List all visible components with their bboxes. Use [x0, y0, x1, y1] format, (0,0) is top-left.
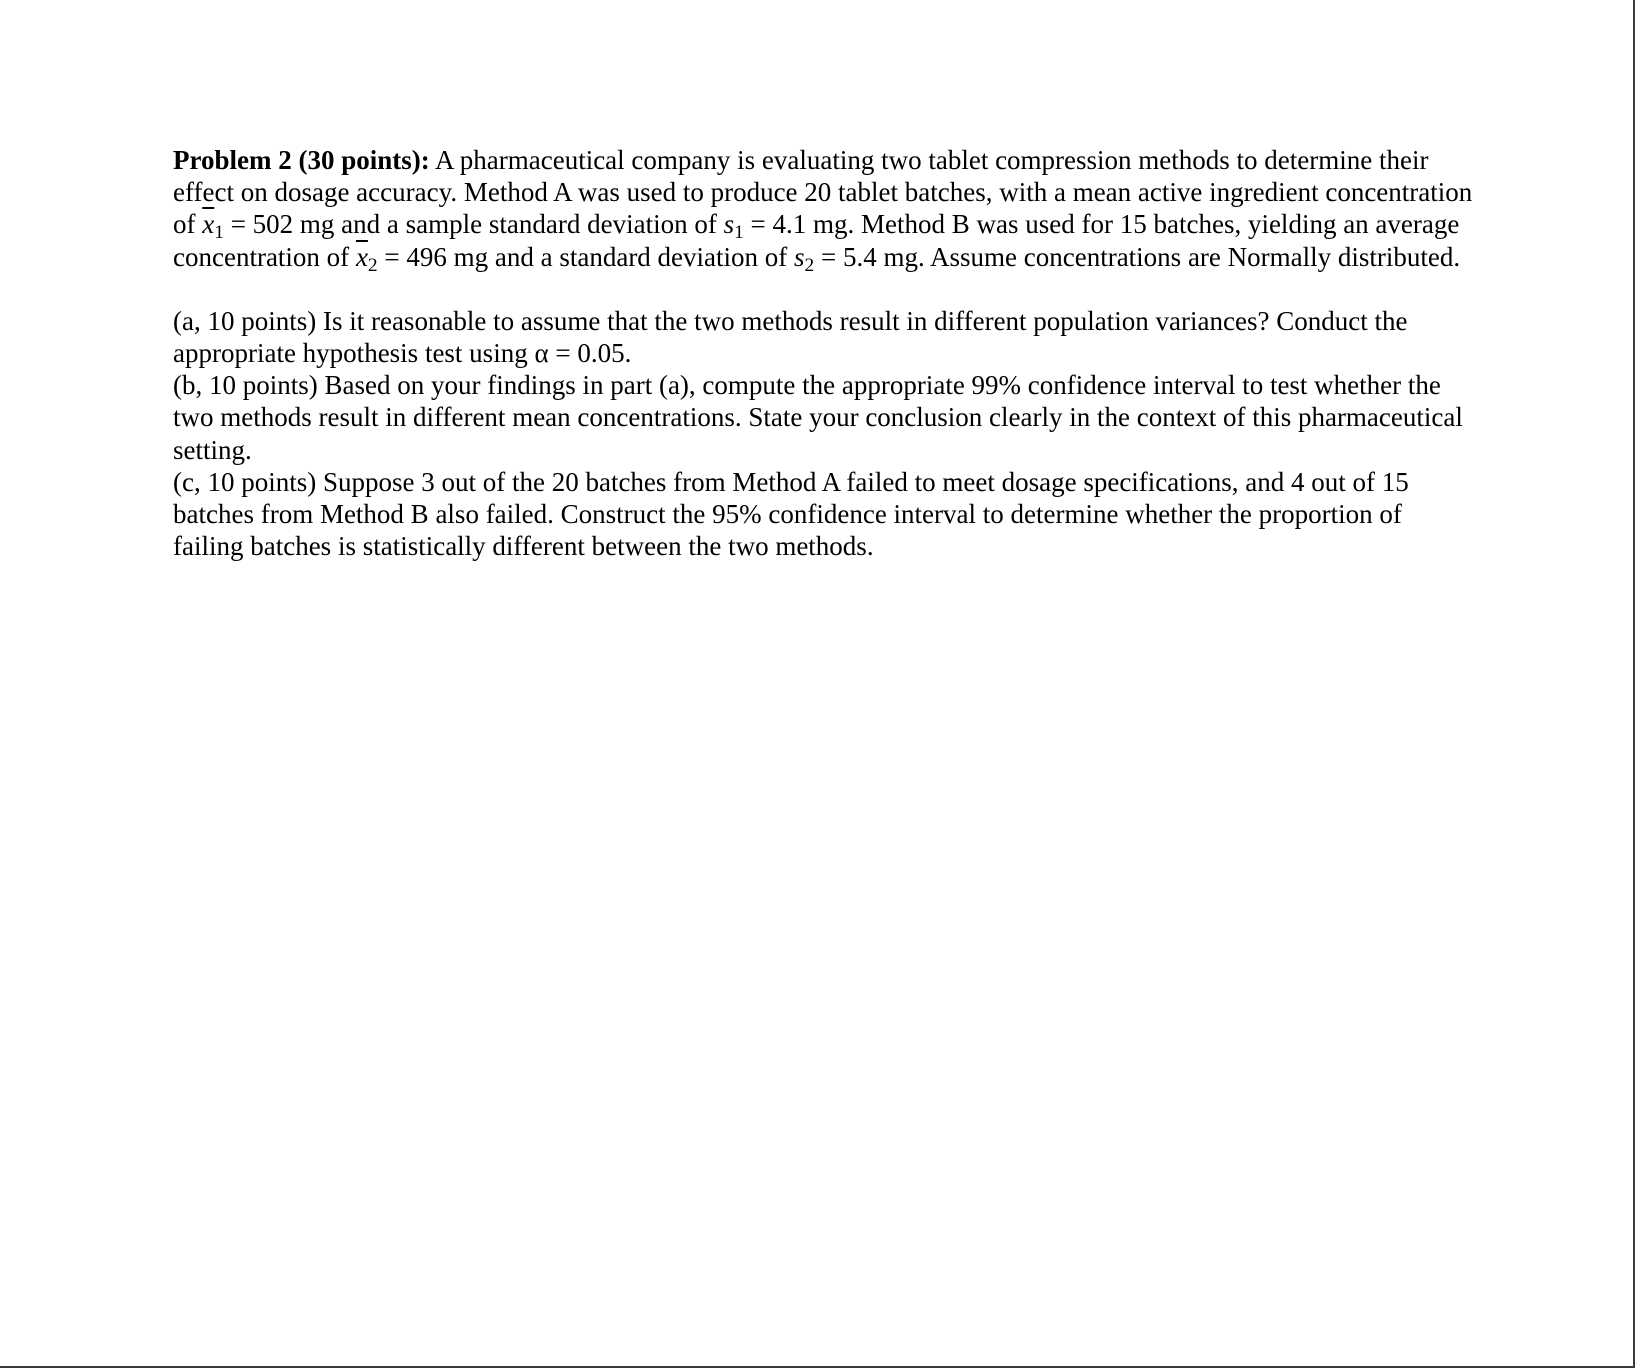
part-b: (b, 10 points) Based on your findings in part (a), compute the appropriate 99% confidence interval to test whether the two methods result in different mean concentrations. State your conclusion clearly in the context of this pharmaceutical setting. [173, 370, 1463, 465]
problem-document [173, 144, 1473, 562]
intro-text-2: = 502 mg and a sample standard deviation of [223, 209, 724, 240]
intro-text-1: A pharmaceutical company is evaluating two tablet compression methods to determine their effect on dosage accuracy. Method A was used to produce 20 tablet batches, with a mean active ingredient concentration of [173, 145, 1473, 240]
s2-subscript: 2 [804, 254, 815, 276]
s2-symbol: s [794, 241, 805, 272]
intro-text-3: = 4.1 mg. Method B was used for 15 batches, yielding an average concentration of [173, 209, 1460, 272]
problem-heading: Problem 2 (30 points): [173, 145, 430, 175]
part-c: (c, 10 points) Suppose 3 out of the 20 batches from Method A failed to meet dosage specifications, and 4 out of 15 batches from Method B also failed. Construct the 95% confidence interval to determine whether the proportion of failing batches is statistically different between the two methods. [173, 466, 1409, 562]
xbar1-subscript: 1 [214, 222, 224, 244]
s1-symbol: s [723, 209, 735, 240]
s1-subscript: 1 [734, 222, 744, 244]
intro-text-4: = 496 mg and a standard deviation of [377, 241, 795, 272]
part-a: (a, 10 points) Is it reasonable to assume that the two methods result in different population variances? Conduct the appropriate hypothesis test using α = 0.05. [173, 305, 1408, 369]
intro-text-5: = 5.4 mg. Assume concentrations are Normally distributed. [814, 241, 1461, 272]
problem-statement [173, 144, 1473, 276]
xbar2-subscript: 2 [367, 254, 378, 276]
xbar2-symbol: $\overline{x}$ [355, 241, 368, 272]
xbar1-symbol: $\overline{x}$ [202, 209, 215, 240]
